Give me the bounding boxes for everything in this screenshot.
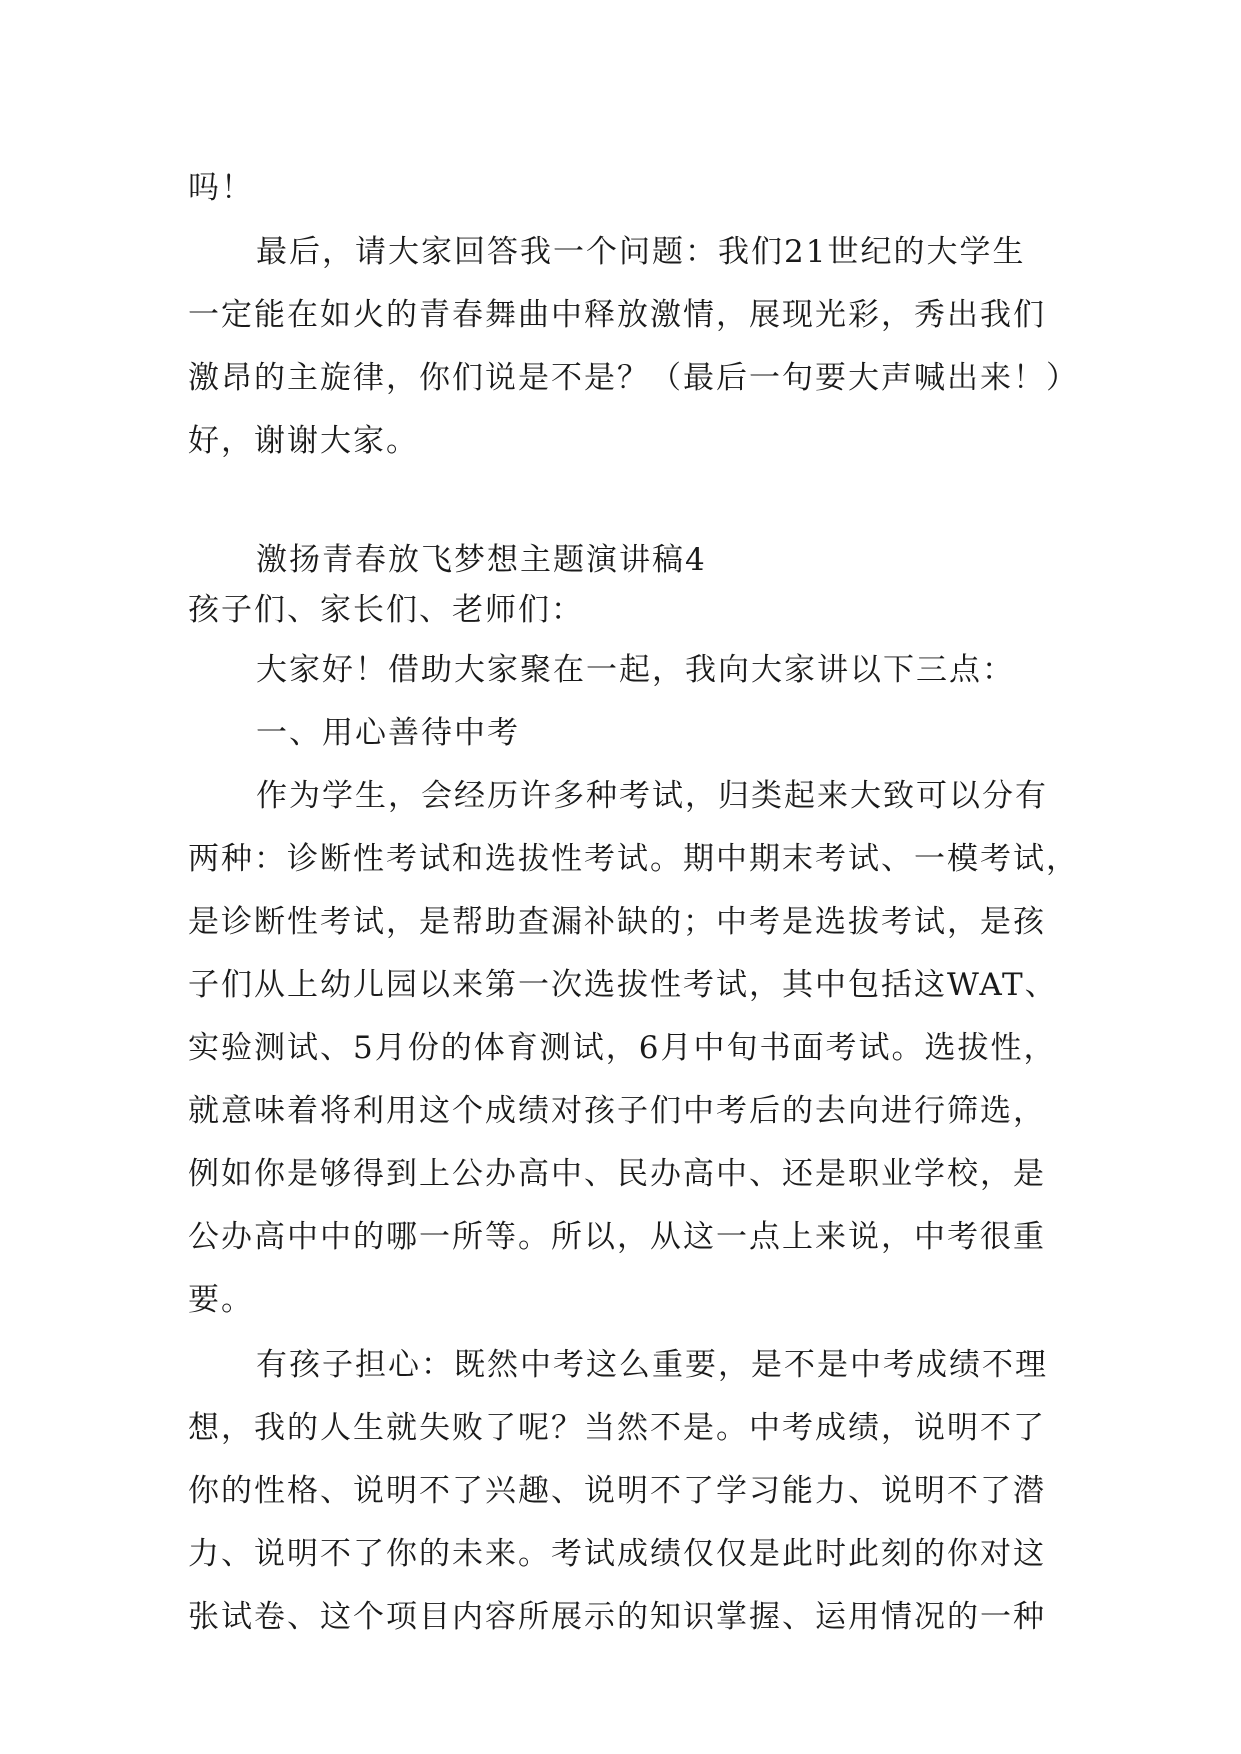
text-line: 想，我的人生就失败了呢？当然不是。中考成绩，说明不了 [188,1410,1046,1446]
text-line: 张试卷、这个项目内容所展示的知识掌握、运用情况的一种 [188,1599,1046,1635]
text-line: 是诊断性考试，是帮助查漏补缺的；中考是选拔考试，是孩 [188,904,1046,940]
text-line: 作为学生，会经历许多种考试，归类起来大致可以分有 [256,778,1048,814]
subheading: 一、用心善待中考 [256,715,520,751]
text-line: 你的性格、说明不了兴趣、说明不了学习能力、说明不了潜 [188,1473,1046,1509]
text-line: 力、说明不了你的未来。考试成绩仅仅是此时此刻的你对这 [188,1536,1046,1572]
text-line: 吗！ [188,170,254,206]
salutation: 孩子们、家长们、老师们： [188,592,584,628]
text-line: 最后，请大家回答我一个问题：我们21世纪的大学生 [256,234,1026,270]
text-line: 就意味着将利用这个成绩对孩子们中考后的去向进行筛选， [188,1093,1046,1129]
text-line: 子们从上幼儿园以来第一次选拔性考试，其中包括这WAT、 [188,967,1058,1003]
text-line: 好，谢谢大家。 [188,423,419,459]
text-line: 例如你是够得到上公办高中、民办高中、还是职业学校，是 [188,1156,1046,1192]
text-line: 公办高中中的哪一所等。所以，从这一点上来说，中考很重 [188,1219,1046,1255]
text-line: 一定能在如火的青春舞曲中释放激情，展现光彩，秀出我们 [188,297,1046,333]
text-line: 大家好！借助大家聚在一起，我向大家讲以下三点： [256,652,1015,688]
text-line: 两种：诊断性考试和选拔性考试。期中期末考试、一模考试， [188,841,1079,877]
text-line: 激昂的主旋律，你们说是不是？（最后一句要大声喊出来！） [188,360,1079,396]
text-line: 有孩子担心：既然中考这么重要，是不是中考成绩不理 [256,1347,1048,1383]
text-line: 要。 [188,1282,254,1318]
text-line: 实验测试、5月份的体育测试，6月中旬书面考试。选拔性， [188,1030,1057,1066]
section-heading: 激扬青春放飞梦想主题演讲稿4 [256,542,707,578]
